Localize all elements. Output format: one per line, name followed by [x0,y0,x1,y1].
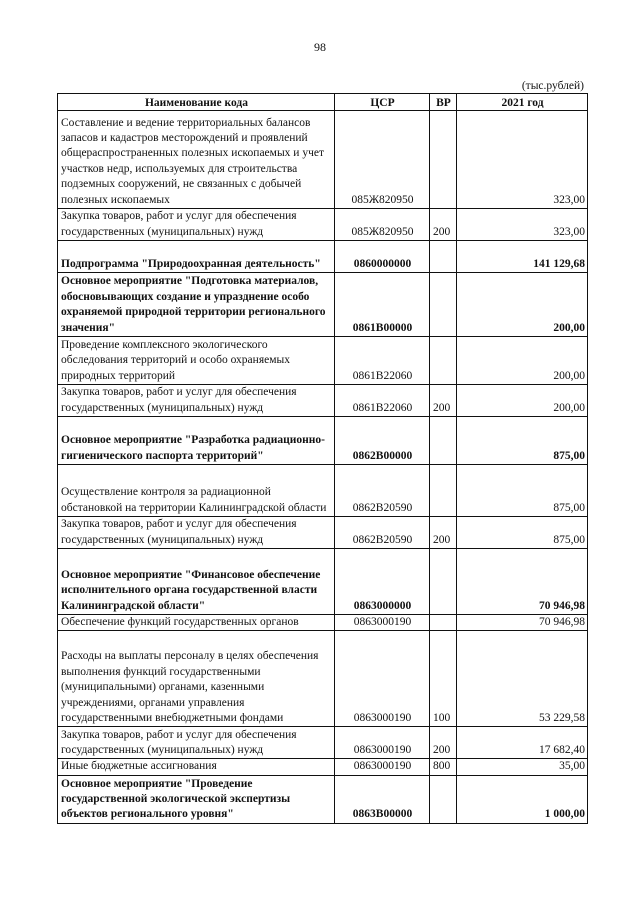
row-vr: 200 [430,209,457,241]
row-sum: 70 946,98 [457,549,588,615]
row-vr [430,615,457,631]
row-sum: 200,00 [457,385,588,417]
row-csr: 0862В00000 [335,417,430,465]
row-csr: 0863В00000 [335,775,430,823]
row-csr: 0863000190 [335,727,430,759]
row-vr: 200 [430,727,457,759]
row-vr [430,111,457,209]
row-csr: 0861В22060 [335,337,430,385]
row-name: Закупка товаров, работ и услуг для обеспечения государственных (муниципальных) нужд [58,209,335,241]
row-sum: 875,00 [457,465,588,517]
row-sum: 200,00 [457,273,588,337]
table-row [58,337,588,385]
header-csr: ЦСР [335,94,430,111]
table-row [58,517,588,549]
row-name: Проведение комплексного экологического обследования территорий и особо охраняемых природных территорий [58,337,335,385]
table-row [58,549,588,615]
table-row [58,775,588,823]
row-vr [430,337,457,385]
row-csr: 0862В20590 [335,465,430,517]
row-name: Составление и ведение территориальных балансов запасов и кадастров месторождений и проявлений общераспространенных полезных ископаемых и учет участков недр, используемых для строительства подземных сооружений, не связанных с добычей полезных ископаемых [58,111,335,209]
row-csr: 085Ж820950 [335,209,430,241]
table-row [58,465,588,517]
row-sum: 323,00 [457,111,588,209]
row-name: Подпрограмма "Природоохранная деятельность" [58,241,335,273]
row-csr: 0860000000 [335,241,430,273]
row-csr: 0863000190 [335,759,430,775]
row-name: Закупка товаров, работ и услуг для обеспечения государственных (муниципальных) нужд [58,727,335,759]
table-header-row [58,94,588,111]
row-csr: 0863000190 [335,615,430,631]
row-vr [430,775,457,823]
row-name: Закупка товаров, работ и услуг для обеспечения государственных (муниципальных) нужд [58,517,335,549]
row-vr: 200 [430,385,457,417]
row-sum: 35,00 [457,759,588,775]
row-name: Обеспечение функций государственных органов [58,615,335,631]
table-row [58,631,588,727]
row-sum: 70 946,98 [457,615,588,631]
units-note: (тыс.рублей) [521,80,584,92]
page-number: 98 [314,40,326,54]
table-row [58,111,588,209]
table-row [58,209,588,241]
row-name: Расходы на выплаты персоналу в целях обеспечения выполнения функций государственными (муниципальными) органами, казенными учреждениями, органами управления государственными внебюджетными фондами [58,631,335,727]
row-name: Закупка товаров, работ и услуг для обеспечения государственных (муниципальных) нужд [58,385,335,417]
row-vr [430,273,457,337]
row-sum: 17 682,40 [457,727,588,759]
row-sum: 875,00 [457,417,588,465]
row-csr: 0863000000 [335,549,430,615]
table-row [58,385,588,417]
table-row [58,727,588,759]
row-name: Основное мероприятие "Подготовка материалов, обосновывающих создание и упразднение особо охраняемой природной территории регионального значения" [58,273,335,337]
row-csr: 0861В00000 [335,273,430,337]
header-vr: ВР [430,94,457,111]
row-csr: 085Ж820950 [335,111,430,209]
header-year: 2021 год [457,94,588,111]
row-sum: 141 129,68 [457,241,588,273]
row-sum: 200,00 [457,337,588,385]
row-vr [430,241,457,273]
row-vr: 100 [430,631,457,727]
row-csr: 0861В22060 [335,385,430,417]
row-vr [430,465,457,517]
table-row [58,273,588,337]
row-csr: 0862В20590 [335,517,430,549]
row-vr [430,549,457,615]
row-sum: 53 229,58 [457,631,588,727]
header-name: Наименование кода [58,94,335,111]
table-row [58,759,588,775]
row-name: Иные бюджетные ассигнования [58,759,335,775]
row-name: Основное мероприятие "Разработка радиационно-гигиенического паспорта территорий" [58,417,335,465]
budget-table [57,93,588,824]
table-row [58,417,588,465]
table-row [58,615,588,631]
row-vr: 800 [430,759,457,775]
row-vr: 200 [430,517,457,549]
table-row [58,241,588,273]
row-csr: 0863000190 [335,631,430,727]
row-sum: 323,00 [457,209,588,241]
row-sum: 875,00 [457,517,588,549]
row-name: Основное мероприятие "Финансовое обеспечение исполнительного органа государственной власти Калининградской области" [58,549,335,615]
row-name: Основное мероприятие "Проведение государственной экологической экспертизы объектов регионального уровня" [58,775,335,823]
row-sum: 1 000,00 [457,775,588,823]
row-vr [430,417,457,465]
row-name: Осуществление контроля за радиационной обстановкой на территории Калининградской области [58,465,335,517]
